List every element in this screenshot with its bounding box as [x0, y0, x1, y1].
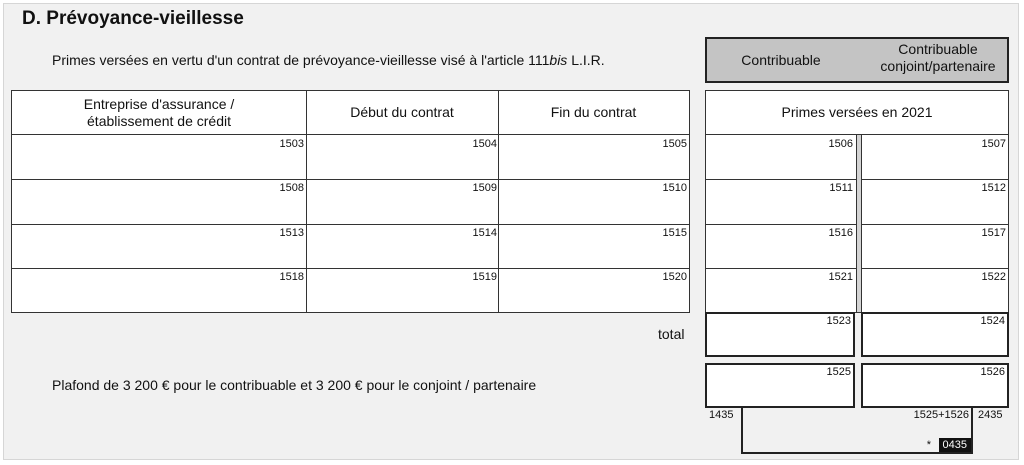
- summary-star: *: [926, 439, 931, 451]
- field-code-1516: 1516: [828, 227, 853, 239]
- plafond-conjoint-field[interactable]: [861, 363, 1009, 408]
- col-header-entreprise: [12, 91, 306, 135]
- total-label: total: [658, 326, 685, 342]
- field-code-1506: 1506: [828, 138, 853, 150]
- intro-suffix: L.I.R.: [567, 52, 605, 68]
- field-code-1525: 1525: [826, 366, 851, 378]
- row-divider: [706, 224, 856, 225]
- column-divider: [306, 91, 307, 312]
- field-code-1522: 1522: [981, 271, 1006, 283]
- field-code-2435: 2435: [978, 409, 1003, 421]
- col-header-entreprise-line1: Entreprise d'assurance /: [83, 95, 235, 112]
- field-code-1511: 1511: [829, 182, 853, 194]
- plafond-label: Plafond de 3 200 € pour le contribuable et 3 200 € pour le conjoint / partenaire: [52, 377, 537, 393]
- header-conjoint-line1: Contribuable: [898, 41, 978, 57]
- shaded-column-header: [705, 37, 1009, 83]
- intro-main: Primes versées en vertu d'un contrat de prévoyance-vieillesse visé à l'article 111: [52, 52, 550, 68]
- field-code-1435: 1435: [709, 409, 734, 421]
- row-divider: [862, 268, 1008, 269]
- field-code-0435: 0435: [939, 438, 971, 452]
- summary-formula: 1525+1526: [913, 409, 969, 421]
- field-code-1513: 1513: [279, 227, 304, 239]
- col-header-debut: Début du contrat: [306, 91, 498, 135]
- summary-field[interactable]: [741, 408, 973, 454]
- col-header-entreprise-line2: établissement de crédit: [87, 112, 231, 129]
- intro-text: [52, 52, 605, 68]
- field-code-1523: 1523: [826, 315, 851, 327]
- row-divider: [706, 179, 856, 180]
- row-divider: [12, 224, 689, 225]
- field-code-1508: 1508: [279, 182, 304, 194]
- row-divider: [12, 268, 689, 269]
- row-divider: [706, 268, 856, 269]
- field-code-1526: 1526: [980, 366, 1005, 378]
- col-header-primes: Primes versées en 2021: [706, 91, 1008, 135]
- primes-table: [705, 90, 1009, 313]
- field-code-1517: 1517: [981, 227, 1006, 239]
- row-divider: [12, 179, 689, 180]
- field-code-1515: 1515: [662, 227, 687, 239]
- header-conjoint-line2: conjoint/partenaire: [880, 58, 996, 74]
- row-divider: [862, 224, 1008, 225]
- total-conjoint-field[interactable]: [861, 312, 1009, 357]
- field-code-1510: 1510: [662, 182, 687, 194]
- field-code-1512: 1512: [981, 182, 1006, 194]
- total-contribuable-field[interactable]: [705, 312, 855, 357]
- plafond-contribuable-field[interactable]: [705, 363, 855, 408]
- field-code-1518: 1518: [279, 271, 304, 283]
- field-code-1519: 1519: [472, 271, 497, 283]
- section-title: D. Prévoyance-vieillesse: [22, 8, 244, 29]
- field-code-1505: 1505: [662, 138, 687, 150]
- row-divider: [862, 179, 1008, 180]
- field-code-1514: 1514: [472, 227, 497, 239]
- contracts-table: [11, 90, 690, 313]
- col-header-fin: Fin du contrat: [498, 91, 689, 135]
- field-code-1507: 1507: [981, 138, 1006, 150]
- field-code-1503: 1503: [279, 138, 304, 150]
- header-contribuable: Contribuable: [741, 52, 821, 68]
- column-divider: [498, 91, 499, 312]
- field-code-1520: 1520: [662, 271, 687, 283]
- field-code-1521: 1521: [828, 271, 853, 283]
- field-code-1509: 1509: [472, 182, 497, 194]
- field-code-1504: 1504: [472, 138, 497, 150]
- header-conjoint: [865, 41, 1011, 75]
- intro-italic: bis: [549, 52, 568, 68]
- field-code-1524: 1524: [980, 315, 1005, 327]
